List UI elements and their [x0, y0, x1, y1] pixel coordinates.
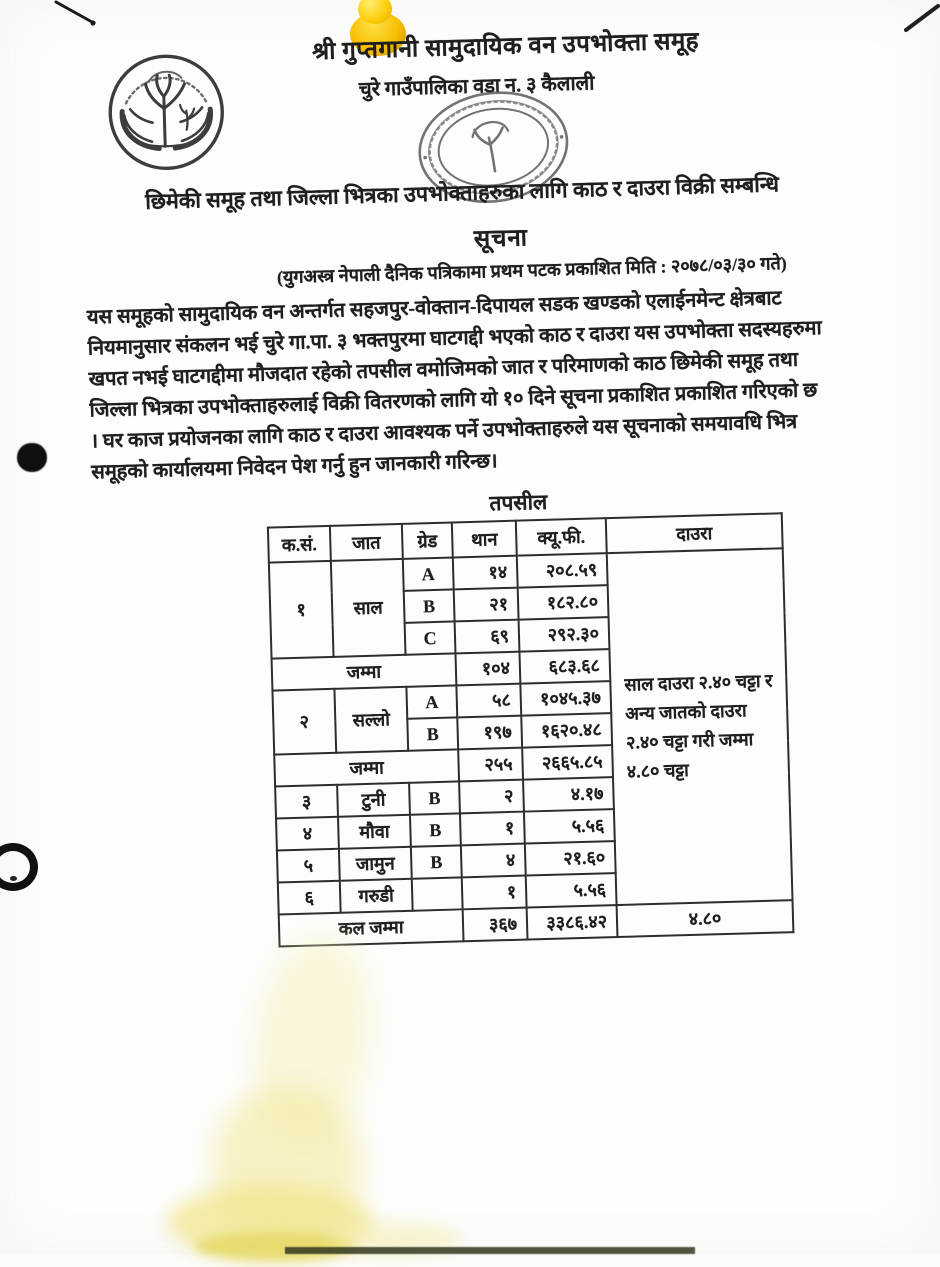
cell-cuft: १८२.८०	[518, 585, 609, 620]
cell-grade: C	[405, 621, 456, 654]
cell-qty: १	[462, 876, 527, 910]
cell-sn: २	[272, 689, 336, 755]
body-line: जिल्ला भित्रका उपभोक्ताहरुलाई विक्री वितरणको लागि यो १० दिने सूचना प्रकाशित प्रकाशित गरिएको छ	[89, 379, 818, 422]
cell-grade: B	[407, 717, 458, 750]
subtotal-label: जम्मा	[272, 653, 457, 690]
cell-firewood-total: ४.८०	[617, 900, 794, 937]
grand-total-label: कल जम्मा	[279, 909, 464, 946]
cell-species: सल्लो	[334, 687, 408, 753]
cell-cuft: १६२०.४८	[521, 713, 612, 748]
cell-species: गरुडी	[340, 879, 413, 913]
col-header-cuft: क्यू.फी.	[516, 518, 607, 555]
cell-qty: १०४	[455, 652, 520, 686]
cell-qty: २५५	[458, 748, 523, 782]
body-line: खपत नभई घाटगद्दीमा मौजदात रहेको तपसील वमोजिमको जात र परिमाणको काठ छिमेकी समूह तथा	[88, 348, 799, 391]
cell-sn: ३	[275, 785, 338, 819]
col-header-sn: क.सं.	[268, 526, 331, 563]
cell-sn: ६	[278, 881, 341, 915]
timber-details-table	[267, 512, 795, 947]
cell-qty: ५८	[456, 684, 521, 718]
col-header-species: जात	[330, 524, 403, 561]
col-header-grade: ग्रेड	[402, 522, 453, 558]
cell-grade: B	[411, 845, 462, 878]
body-line: यस समूहको सामुदायिक वन अन्तर्गत सहजपुर-वोक्तान-दिपायल सडक खण्डको एलाईनमेन्ट क्षेत्रबाट	[86, 287, 782, 329]
cell-species: टुनी	[337, 783, 410, 817]
firewood-note: साल दाउरा २.४० चट्टा र अन्य जातको दाउरा २.४० चट्टा गरी जम्मा ४.८० चट्टा	[607, 548, 793, 905]
publication-line: (युगअस्त्र नेपाली दैनिक पत्रिकामा प्रथम पटक प्रकाशित मिति : २०७८/०३/३० गते)	[276, 253, 787, 288]
details-table-wrap	[267, 512, 795, 947]
cell-grade: B	[404, 589, 455, 622]
cell-grade: B	[410, 813, 461, 846]
cell-cuft: २९२.३०	[519, 617, 610, 652]
notice-body	[87, 279, 934, 488]
cell-qty: ३६७	[463, 908, 528, 942]
cell-cuft: २६६५.८५	[522, 745, 613, 780]
cell-qty: १४	[453, 556, 518, 590]
cell-sn: १	[269, 561, 334, 659]
cell-cuft: २०८.५९	[517, 553, 608, 588]
cell-qty: २१	[454, 588, 519, 622]
cell-qty: १९७	[457, 716, 522, 750]
cell-sn: ४	[276, 817, 339, 851]
cell-cuft: २१.६०	[525, 841, 616, 876]
org-address: चुरे गाउँपालिका वडा न. ३ कैलाली	[358, 72, 595, 101]
cell-grade	[412, 877, 463, 910]
cell-grade: B	[409, 781, 460, 814]
table-title: तपसील	[489, 489, 548, 516]
subject-line: छिमेकी समूह तथा जिल्ला भित्रका उपभोक्ताहरुका लागि काठ र दाउरा विक्री सम्बन्धि	[144, 172, 780, 214]
cell-cuft: १०४५.३७	[520, 681, 611, 716]
org-name: श्री गुप्तगानी सामुदायिक वन उपभोक्ता समूह	[311, 28, 700, 66]
cell-qty: २	[459, 780, 524, 814]
notice-heading: सूचना	[473, 225, 529, 253]
body-line: नियमानुसार संकलन भई चुरे गा.पा. ३ भक्तपुरमा घाटगद्दी भएको काठ र दाउरा यस उपभोक्ता सदस्यहरुमा	[87, 317, 822, 360]
cell-qty: १	[460, 812, 525, 846]
body-line: समूहको कार्यालयमा निवेदन पेश गर्नु हुन जानकारी गरिन्छ।	[90, 450, 498, 484]
cell-species: मौवा	[338, 815, 411, 849]
cell-cuft: ३३८६.४२	[527, 905, 618, 940]
cell-qty: ४	[461, 844, 526, 878]
subtotal-label: जम्मा	[274, 749, 459, 786]
col-header-qty: थान	[452, 521, 517, 558]
cell-qty: ६९	[455, 620, 520, 654]
cell-species: जामुन	[339, 847, 412, 881]
cell-species: साल	[331, 559, 406, 657]
cell-grade: A	[406, 685, 457, 718]
cell-cuft: ६८३.६८	[519, 649, 610, 684]
body-line: । घर काज प्रयोजनका लागि काठ र दाउरा आवश्यक पर्ने उपभोक्ताहरुले यस सूचनाको समयावधि भित्र	[90, 410, 798, 453]
cell-sn: ५	[277, 849, 340, 883]
col-header-firewood: दाउरा	[606, 513, 783, 553]
cell-grade: A	[403, 557, 454, 590]
cell-cuft: ५.५६	[526, 873, 617, 908]
cell-cuft: ४.१७	[523, 777, 614, 812]
bottom-dark-strip	[285, 1247, 695, 1254]
cell-cuft: ५.५६	[524, 809, 615, 844]
